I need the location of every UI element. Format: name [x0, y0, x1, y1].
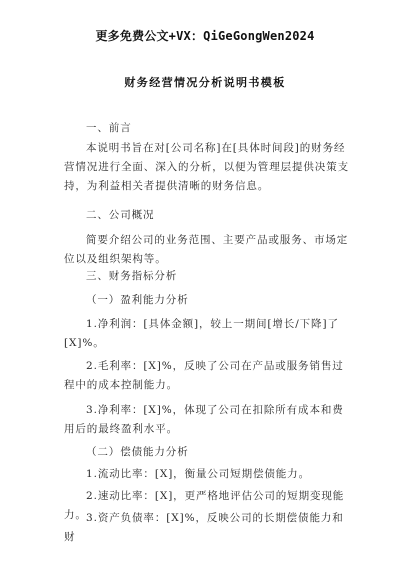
list-item-quick-ratio: 2.速动比率：[X]，更严格地评估公司的短期变现能力。	[64, 490, 345, 521]
section-heading-company-overview: 二、公司概况	[86, 209, 155, 221]
promo-banner: 更多免费公文+VX：QiGeGongWen2024	[95, 29, 315, 43]
subheading-solvency: （二）偿债能力分析	[86, 446, 189, 458]
company-overview-paragraph: 简要介绍公司的业务范围、主要产品或服务、市场定位以及组织架构等。	[64, 234, 349, 265]
list-item-gross-margin: 2.毛利率：[X]%，反映了公司在产品或服务销售过程中的成本控制能力。	[64, 360, 344, 391]
list-item-debt-ratio: 3.资产负债率：[X]%，反映公司的长期偿债能力和财	[64, 512, 344, 543]
document-title: 财务经营情况分析说明书模板	[124, 76, 286, 89]
preface-paragraph: 本说明书旨在对[公司名称]在[具体时间段]的财务经营情况进行全面、深入的分析，以便为管理层提供决策支持，为利益相关者提供清晰的财务信息。	[64, 142, 349, 192]
section-heading-preface: 一、前言	[86, 122, 132, 134]
subheading-profitability: （一）盈利能力分析	[86, 294, 189, 306]
list-item-net-profit: 1.净利润：[具体金额]，较上一期间[增长/下降]了[X]%。	[64, 318, 339, 349]
list-item-net-margin: 3.净利率：[X]%，体现了公司在扣除所有成本和费用后的最终盈利水平。	[64, 404, 344, 435]
list-item-current-ratio: 1.流动比率：[X]，衡量公司短期偿债能力。	[86, 468, 310, 480]
section-heading-financial-indicators: 三、财务指标分析	[86, 270, 178, 282]
